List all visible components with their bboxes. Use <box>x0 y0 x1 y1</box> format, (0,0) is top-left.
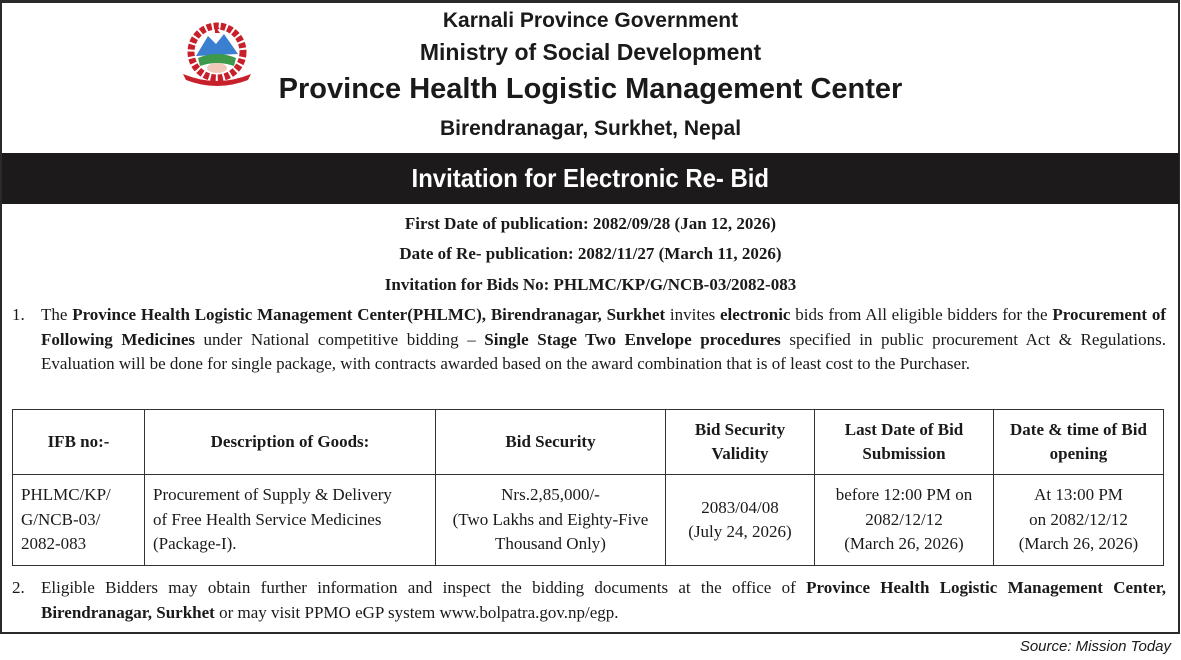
text: specified in public procurement Act & Regulations. Evaluation will be done for single package, with contracts awarded based on the award combination that is of least cost to the Purchaser. <box>41 329 1166 374</box>
organization-address: Birendranagar, Surkhet, Nepal <box>439 117 742 140</box>
text: bids from All eligible bidders for the <box>790 305 1053 324</box>
source-credit: Source: Mission Today <box>1019 638 1171 655</box>
republication-date: Date of Re- publication: 2082/11/27 (March 11, 2026) <box>399 244 782 263</box>
header-last-date: Last Date of Bid Submission <box>815 410 994 475</box>
line: (Package-I). <box>153 534 237 554</box>
line: Thousand Only) <box>495 534 606 554</box>
province-government: Karnali Province Government <box>442 9 739 32</box>
text: under National competitive bidding – <box>195 329 485 349</box>
cell-validity <box>666 475 815 566</box>
bid-table <box>12 409 1164 566</box>
paragraph-1 <box>12 303 1166 377</box>
line: Procurement of Supply & Delivery <box>153 485 392 505</box>
notice-title: Invitation for Electronic Re- Bid <box>411 163 770 193</box>
notice-title-banner <box>2 153 1179 204</box>
text: or may visit PPMO eGP system www.bolpatra.gov.np/egp. <box>214 602 619 622</box>
table-row <box>13 475 1164 566</box>
line: PHLMC/KP/ <box>21 485 111 505</box>
line: (July 24, 2026) <box>688 522 792 541</box>
line: of Free Health Service Medicines <box>153 509 382 529</box>
bold-text: Procurement of Following Medicines <box>41 305 1166 349</box>
bold-text: electronic <box>720 305 791 324</box>
bold-text: Single Stage Two Envelope procedures <box>484 329 781 349</box>
header-opening: Date & time of Bid opening <box>994 410 1164 475</box>
paragraph-number: 1. <box>12 305 25 324</box>
cell-opening <box>994 475 1164 566</box>
bold-text: Province Health Logistic Management Center, Birendranagar, Surkhet <box>41 578 1166 622</box>
line: before 12:00 PM on <box>835 485 973 505</box>
organization-name: Province Health Logistic Management Center <box>278 73 903 105</box>
header-bid-security: Bid Security <box>436 410 666 475</box>
line: 2083/04/08 <box>701 497 779 517</box>
line: on 2082/12/12 <box>1029 509 1128 529</box>
cell-ifb <box>13 475 145 566</box>
line: 2082/12/12 <box>865 509 943 529</box>
text: The <box>41 305 73 324</box>
cell-bid-security <box>436 475 666 566</box>
bold-text: Province Health Logistic Management Center(PHLMC), Birendranagar, Surkhet <box>72 305 666 324</box>
cell-last-date <box>815 475 994 566</box>
text: Eligible Bidders may obtain further information and inspect the bidding documents at the office of <box>41 578 807 597</box>
line: (Two Lakhs and Eighty-Five <box>452 509 649 529</box>
table-header-row <box>13 410 1164 475</box>
line: 2082-083 <box>21 534 87 554</box>
ministry-name: Ministry of Social Development <box>419 39 762 65</box>
line: Nrs.2,85,000/- <box>501 485 600 505</box>
line: G/NCB-03/ <box>21 509 101 529</box>
line: At 13:00 PM <box>1034 485 1123 505</box>
line: (March 26, 2026) <box>1018 534 1139 554</box>
line: (March 26, 2026) <box>844 534 964 554</box>
paragraph-2 <box>12 576 1166 625</box>
first-publication-date: First Date of publication: 2082/09/28 (Jan 12, 2026) <box>404 214 777 233</box>
ifb-number: Invitation for Bids No: PHLMC/KP/G/NCB-03/2082-083 <box>384 275 797 294</box>
paragraph-number: 2. <box>12 578 25 597</box>
header-ifb: IFB no:- <box>13 410 145 475</box>
header-validity: Bid Security Validity <box>666 410 815 475</box>
cell-description <box>145 475 436 566</box>
header-description: Description of Goods: <box>145 410 436 475</box>
text: invites <box>665 305 720 324</box>
